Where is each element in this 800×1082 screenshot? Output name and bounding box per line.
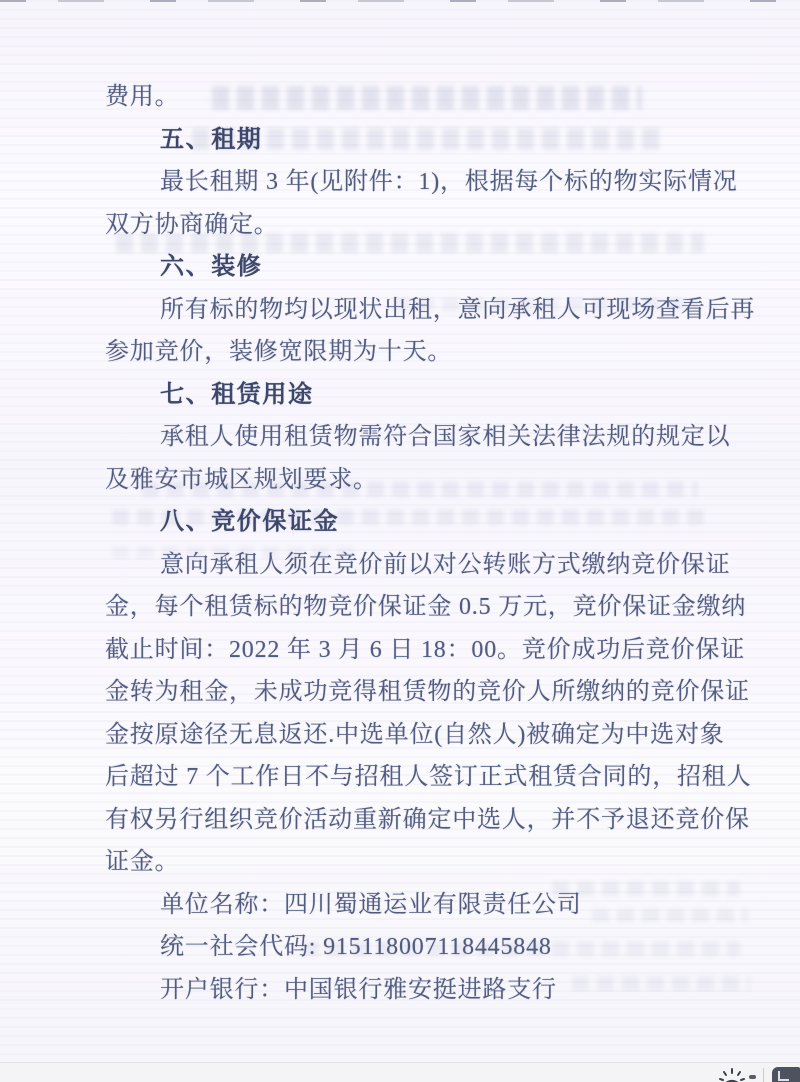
- doc-line: 费用。: [105, 84, 180, 110]
- doc-line: 双方协商确定。: [105, 211, 279, 238]
- doc-line: 金按原途径无息返还.中选单位(自然人)被确定为中选对象: [105, 721, 725, 748]
- doc-line: 后超过 7 个工作日不与招租人签订正式租赁合同的，招租人: [105, 764, 752, 790]
- doc-line: 金，每个租赁标的物竞价保证金 0.5 万元，竞价保证金缴纳: [105, 594, 747, 620]
- section-heading-lease-use: 七、租赁用途: [160, 381, 314, 408]
- eye-protection-icon[interactable]: [718, 1068, 746, 1082]
- viewer-bottom-bar: [0, 1062, 800, 1082]
- scan-edge-artifact: [0, 0, 800, 2]
- bar-dash-mark: [749, 1075, 756, 1079]
- company-name-line: 单位名称：四川蜀通运业有限责任公司: [160, 891, 582, 918]
- doc-line: 意向承租人须在竞价前以对公转账方式缴纳竞价保证: [160, 551, 731, 578]
- floating-action-button[interactable]: [772, 1067, 800, 1082]
- doc-line: 及雅安市城区规划要求。: [105, 466, 378, 493]
- doc-line: 最长租期 3 年(见附件：1)，根据每个标的物实际情况: [160, 169, 738, 195]
- section-heading-bid-deposit: 八、竞价保证金: [160, 509, 340, 535]
- doc-line: 截止时间：2022 年 3 月 6 日 18：00。竞价成功后竞价保证: [105, 636, 745, 663]
- doc-line: 所有标的物均以现状出租，意向承租人可现场查看后再: [160, 296, 756, 323]
- doc-line: 证金。: [105, 849, 180, 875]
- doc-line: 承租人使用租赁物需符合国家相关法律法规的规定以: [160, 424, 731, 450]
- corner-arrow-icon: [778, 1071, 789, 1081]
- section-heading-rental-term: 五、租期: [160, 126, 263, 153]
- doc-line: 金转为租金，未成功竞得租赁物的竞价人所缴纳的竞价保证: [105, 679, 750, 705]
- doc-line: 参加竞价，装修宽限期为十天。: [105, 339, 453, 365]
- bank-line: 开户银行：中国银行雅安挺进路支行: [160, 976, 557, 1003]
- doc-line: 有权另行组织竞价活动重新确定中选人，并不予退还竞价保: [105, 806, 750, 833]
- section-heading-renovation: 六、装修: [160, 254, 263, 280]
- document-body: [105, 76, 765, 1011]
- bar-divider: [763, 1068, 764, 1082]
- social-credit-code-line: 统一社会代码: 915118007118445848: [160, 934, 552, 960]
